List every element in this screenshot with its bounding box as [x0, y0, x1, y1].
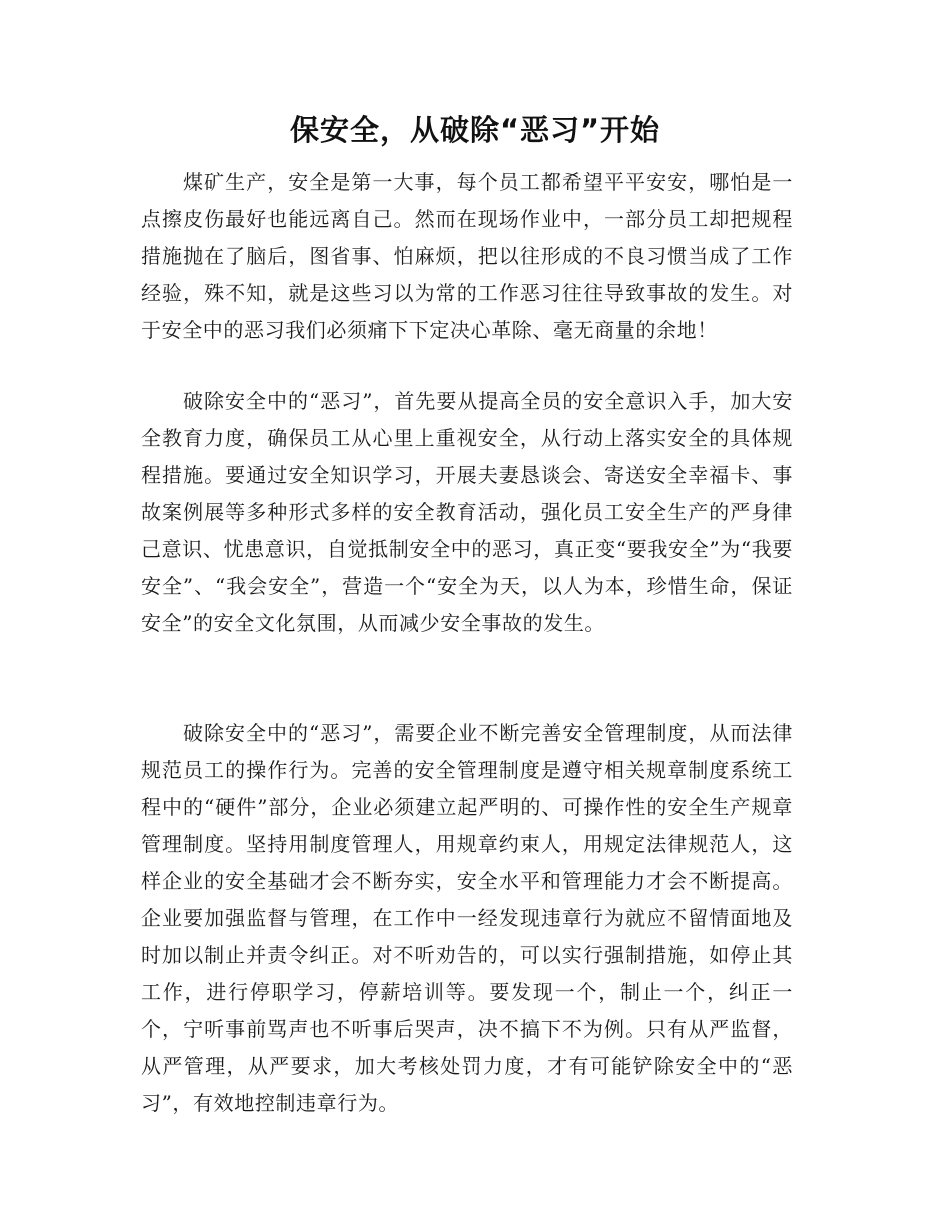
paragraph: 破除安全中的“恶习”，首先要从提高全员的安全意识入手，加大安全教育力度，确保员工从心里上重视安全，从行动上落实安全的具体规程措施。要通过安全知识学习，开展夫妻恳谈会、寄送安全幸福卡、事故案例展等多种形式多样的安全教育活动，强化员工安全生产的严身律己意识、忧患意识，自觉抵制安全中的恶习，真正变“要我安全”为“我要安全”、“我会安全”，营造一个“安全为天，以人为本，珍惜生命，保证安全”的安全文化氛围，从而减少安全事故的发生。	[141, 389, 793, 635]
document-title: 保安全，从破除“恶习”开始	[289, 113, 661, 147]
paragraph: 破除安全中的“恶习”，需要企业不断完善安全管理制度，从而法律规范员工的操作行为。完善的安全管理制度是遵守相关规章制度系统工程中的“硬件”部分，企业必须建立起严明的、可操作性的安全生产规章管理制度。坚持用制度管理人，用规章约束人，用规定法律规范人，这样企业的安全基础才会不断夯实，安全水平和管理能力才会不断提高。企业要加强监督与管理，在工作中一经发现违章行为就应不留情面地及时加以制止并责令纠正。对不听劝告的，可以实行强制措施，如停止其工作，进行停职学习，停薪培训等。要发现一个，制止一个，纠正一个，宁听事前骂声也不听事后哭声，决不搞下不为例。只有从严监督，从严管理，从严要求，加大考核处罚力度，才有可能铲除安全中的“恶习”，有效地控制违章行为。	[141, 721, 793, 1115]
paragraph: 煤矿生产，安全是第一大事，每个员工都希望平平安安，哪怕是一点擦皮伤最好也能远离自己。然而在现场作业中，一部分员工却把规程措施抛在了脑后，图省事、怕麻烦，把以往形成的不良习惯当成了工作经验，殊不知，就是这些习以为常的工作恶习往往导致事故的发生。对于安全中的恶习我们必须痛下下定决心革除、毫无商量的余地！	[141, 170, 793, 342]
